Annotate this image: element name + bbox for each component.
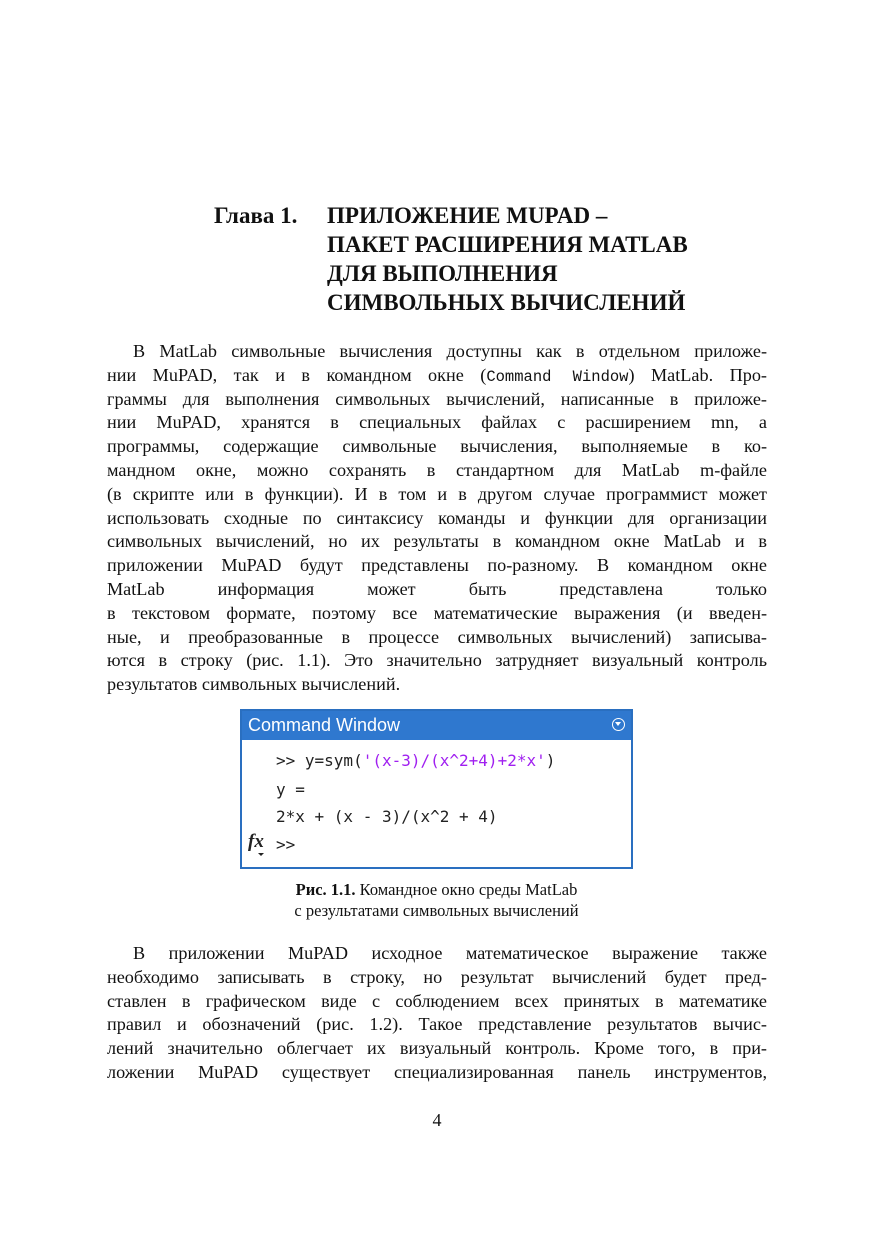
dropdown-icon[interactable] bbox=[612, 718, 625, 731]
chapter-title bbox=[327, 201, 688, 317]
text-line: программы, содержащие символьные вычисления, выполняемые в ко- bbox=[107, 436, 767, 457]
text-line: необходимо записывать в строку, но результат вычислений будет пред- bbox=[107, 966, 767, 987]
command-prompt-empty[interactable]: >> bbox=[276, 835, 296, 854]
text-fragment: ) MatLab. Про- bbox=[628, 364, 767, 385]
text-line: использовать сходные по синтаксису команды и функции для организации bbox=[107, 507, 767, 528]
text-line: В приложении MuPAD исходное математическое выражение также bbox=[133, 943, 767, 963]
command-string: '(x-3)/(x^2+4)+2*x' bbox=[362, 751, 546, 770]
text-line: результатов символьных вычислений. bbox=[107, 674, 401, 695]
chapter-title-line: СИМВОЛЬНЫХ ВЫЧИСЛЕНИЙ bbox=[327, 290, 686, 315]
caption-line bbox=[240, 879, 633, 900]
chapter-label: Глава 1. bbox=[214, 203, 298, 228]
text-line: ются в строку (рис. 1.1). Это значительно затрудняет визуальный контроль bbox=[107, 650, 767, 671]
output-line: y = bbox=[276, 780, 305, 799]
fx-icon[interactable]: fx bbox=[248, 831, 264, 852]
command-window-titlebar bbox=[242, 711, 631, 740]
caption-label: Рис. 1.1. bbox=[295, 880, 356, 899]
text-fragment: нии MuPAD, так и в командном окне ( bbox=[107, 364, 487, 385]
text-line: ложении MuPAD существует специализированная панель инструментов, bbox=[107, 1061, 767, 1082]
caption-text: Командное окно среды MatLab bbox=[355, 880, 578, 899]
command-prompt: >> y=sym( bbox=[276, 751, 363, 770]
inline-code: Command Window bbox=[486, 367, 629, 386]
command-line bbox=[276, 751, 555, 770]
command-window-title: Command Window bbox=[248, 715, 401, 735]
text-line: MatLab информация может быть представлена только bbox=[107, 578, 767, 599]
text-line: в текстовом формате, поэтому все математические выражения (и введен- bbox=[107, 602, 767, 623]
chapter-title-line: ДЛЯ ВЫПОЛНЕНИЯ bbox=[327, 261, 558, 286]
command-window-figure bbox=[240, 709, 633, 869]
text-line: мандном окне, можно сохранять в стандартном для MatLab m-файле bbox=[107, 459, 767, 480]
caption-line: с результатами символьных вычислений bbox=[294, 901, 579, 920]
text-line: правил и обозначений (рис. 1.2). Такое представление результатов вычис- bbox=[107, 1014, 767, 1035]
command-close: ) bbox=[545, 751, 556, 770]
text-line: лений значительно облегчает их визуальный контроль. Кроме того, в при- bbox=[107, 1038, 767, 1059]
text-line: ные, и преобразованные в процессе символьных вычислений) записыва- bbox=[107, 626, 767, 647]
output-line: 2*x + (x - 3)/(x^2 + 4) bbox=[276, 807, 498, 826]
text-line: В MatLab символьные вычисления доступны как в отдельном приложе- bbox=[133, 341, 767, 361]
page-number: 4 bbox=[432, 1110, 442, 1130]
paragraph-intro bbox=[107, 340, 767, 697]
text-line: граммы для выполнения символьных вычислений, написанные в приложе- bbox=[107, 388, 767, 409]
chapter-title-line: ПАКЕТ РАСШИРЕНИЯ MATLAB bbox=[327, 232, 688, 257]
text-line: (в скрипте или в функции). И в том и в другом случае программист может bbox=[107, 483, 767, 504]
text-line: нии MuPAD, хранятся в специальных файлах с расширением mn, а bbox=[107, 412, 767, 433]
text-line bbox=[107, 364, 767, 388]
text-line: ставлен в графическом виде с соблюдением всех принятых в математике bbox=[107, 990, 767, 1011]
paragraph-mupad bbox=[107, 942, 767, 1085]
chapter-title-line: ПРИЛОЖЕНИЕ MUPAD – bbox=[327, 203, 608, 228]
figure-caption bbox=[240, 879, 633, 921]
text-line: символьных вычислений, но их результаты в командном окне MatLab и в bbox=[107, 531, 767, 552]
text-line: приложении MuPAD будут представлены по-разному. В командном окне bbox=[107, 555, 767, 576]
